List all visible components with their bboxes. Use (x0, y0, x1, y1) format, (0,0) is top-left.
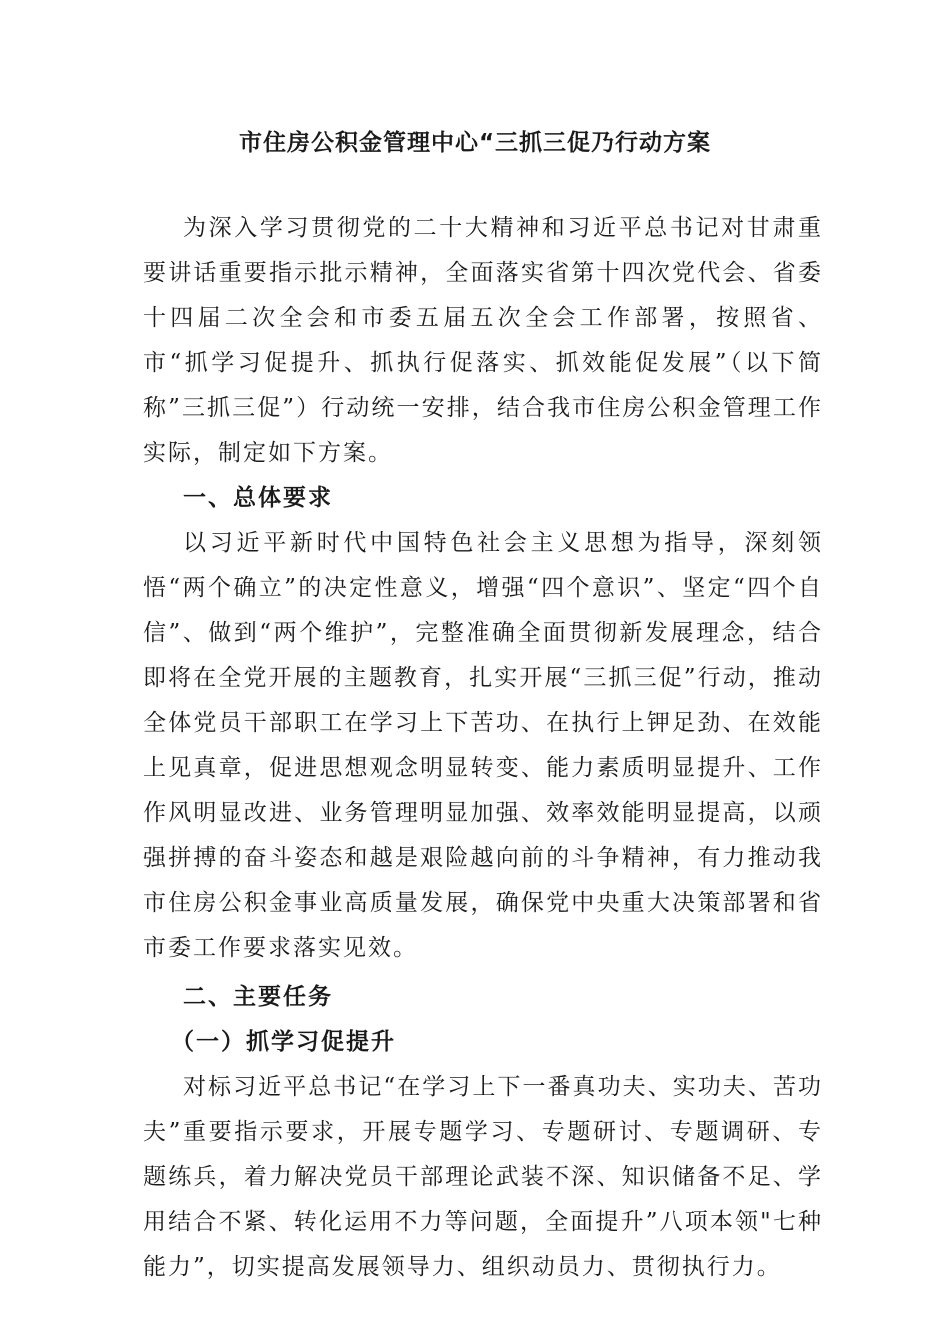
section-heading-general-requirements: 一、总体要求 (183, 485, 333, 511)
document-body (143, 206, 823, 1290)
subsection-heading-study: （一）抓学习促提升 (171, 1029, 396, 1055)
study-paragraph: 对标习近平总书记“在学习上下一番真功夫、实功夫、苦功夫”重要指示要求，开展专题学习、专题研讨、专题调研、专题练兵，着力解决党员干部理论武装不深、知识储备不足、学用结合不紧、转化运用不力等问题，全面提升”八项本领"七种能力”，切实提高发展领导力、组织动员力、贯彻执行力。 (143, 1074, 823, 1280)
general-requirements-paragraph: 以习近平新时代中国特色社会主义思想为指导，深刻领悟“两个确立”的决定性意义，增强“四个意识”、坚定“四个自信”、做到“两个维护”，完整准确全面贯彻新发展理念，结合即将在全党开展的主题教育，扎实开展“三抓三促”行动，推动全体党员干部职工在学习上下苦功、在执行上钾足劲、在效能上见真章，促进思想观念明显转变、能力素质明显提升、工作作风明显改进、业务管理明显加强、效率效能明显提高，以顽强拼搏的奋斗姿态和越是艰险越向前的斗争精神，有力推动我市住房公积金事业高质量发展，确保党中央重大决策部署和省市委工作要求落实见效。 (143, 530, 823, 961)
intro-paragraph: 为深入学习贯彻党的二十大精神和习近平总书记对甘肃重要讲话重要指示批示精神，全面落实省第十四次党代会、省委十四届二次全会和市委五届五次全会工作部署，按照省、市“抓学习促提升、抓执行促落实、抓效能促发展”（以下简称”三抓三促”）行动统一安排，结合我市住房公积金管理工作实际，制定如下方案。 (143, 215, 823, 466)
section-heading-main-tasks: 二、主要任务 (183, 984, 333, 1010)
document-title: 市住房公积金管理中心“三抓三促乃行动方案 (238, 130, 712, 156)
